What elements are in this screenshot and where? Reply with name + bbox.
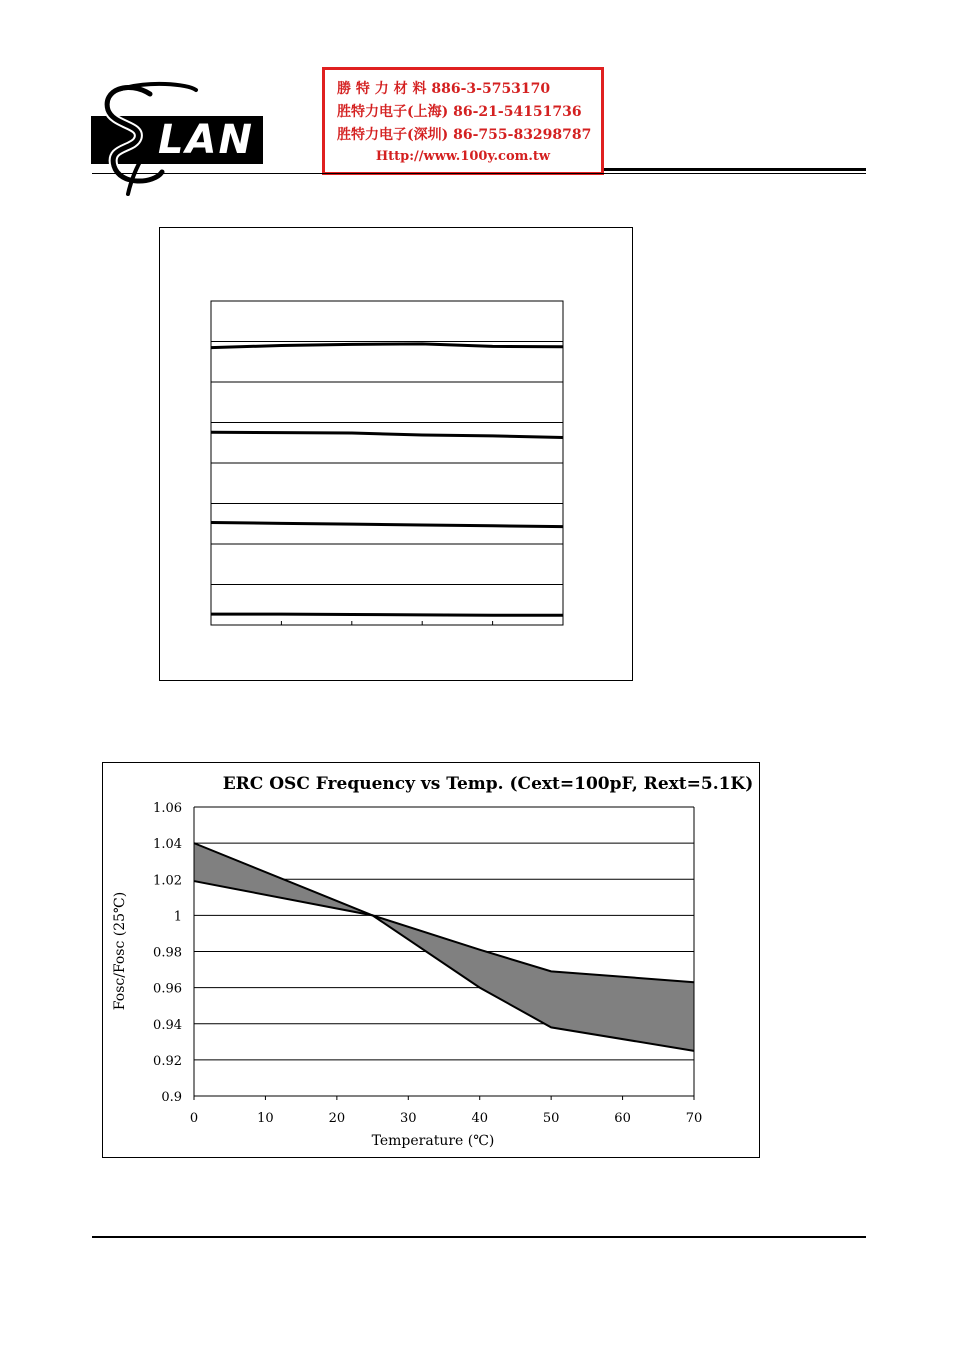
chart2-x-tick-label: 30: [400, 1111, 417, 1126]
contact-url-link[interactable]: Http://www.100y.com.tw: [375, 149, 551, 164]
contact-line-3: 胜特力电子(深圳) 86-755-83298787: [337, 127, 592, 143]
contact-box: [322, 67, 604, 175]
chart2-y-tick-label: 1.06: [153, 801, 182, 816]
logo-text: LAN: [158, 117, 254, 163]
chart1-series-line-4: [211, 614, 563, 615]
chart2-y-tick-label: 1.02: [153, 873, 182, 889]
chart1-plot: [160, 228, 632, 680]
chart2-x-tick-label: 0: [189, 1111, 199, 1126]
chart2-x-tick-label: 70: [685, 1111, 703, 1126]
chart2-title: ERC OSC Frequency vs Temp. (Cext=100pF, Rext=5.1K): [222, 774, 754, 794]
chart2-y-tick-label: 0.98: [153, 945, 182, 961]
header-rule-thin: [92, 173, 866, 174]
chart2-x-tick-label: 10: [257, 1111, 274, 1126]
chart1-series-line-1: [211, 344, 563, 348]
chart2-y-tick-label: 1.04: [153, 837, 182, 853]
chart2-plot: [103, 763, 759, 1157]
contact-line-2: 胜特力电子(上海) 86-21-54151736: [337, 104, 582, 120]
chart2-xlabel: Temperature (℃): [371, 1133, 495, 1149]
footer-rule: [92, 1236, 866, 1238]
chart2-y-tick-label: 1: [173, 909, 182, 925]
chart2-ylabel: Fosc/Fosc (25℃): [112, 891, 128, 1011]
chart2-x-tick-label: 60: [614, 1111, 631, 1126]
chart2-y-tick-label: 0.9: [161, 1090, 182, 1105]
chart2-y-tick-label: 0.96: [153, 981, 182, 997]
chart2-frame: [102, 762, 760, 1158]
chart2-x-tick-label: 20: [328, 1111, 346, 1126]
header-rule-thick: [604, 168, 866, 171]
chart1-frame: [159, 227, 633, 681]
chart2-x-tick-label: 40: [471, 1111, 488, 1126]
elan-logo: [88, 76, 268, 200]
chart2-y-tick-label: 0.92: [153, 1053, 182, 1069]
chart2-x-tick-label: 50: [542, 1111, 560, 1126]
chart2-y-tick-label: 0.94: [153, 1017, 182, 1033]
contact-line-1: 勝 特 力 材 料 886-3-5753170: [337, 81, 551, 97]
chart1-series-line-2: [211, 432, 563, 437]
chart1-series-line-3: [211, 523, 563, 527]
